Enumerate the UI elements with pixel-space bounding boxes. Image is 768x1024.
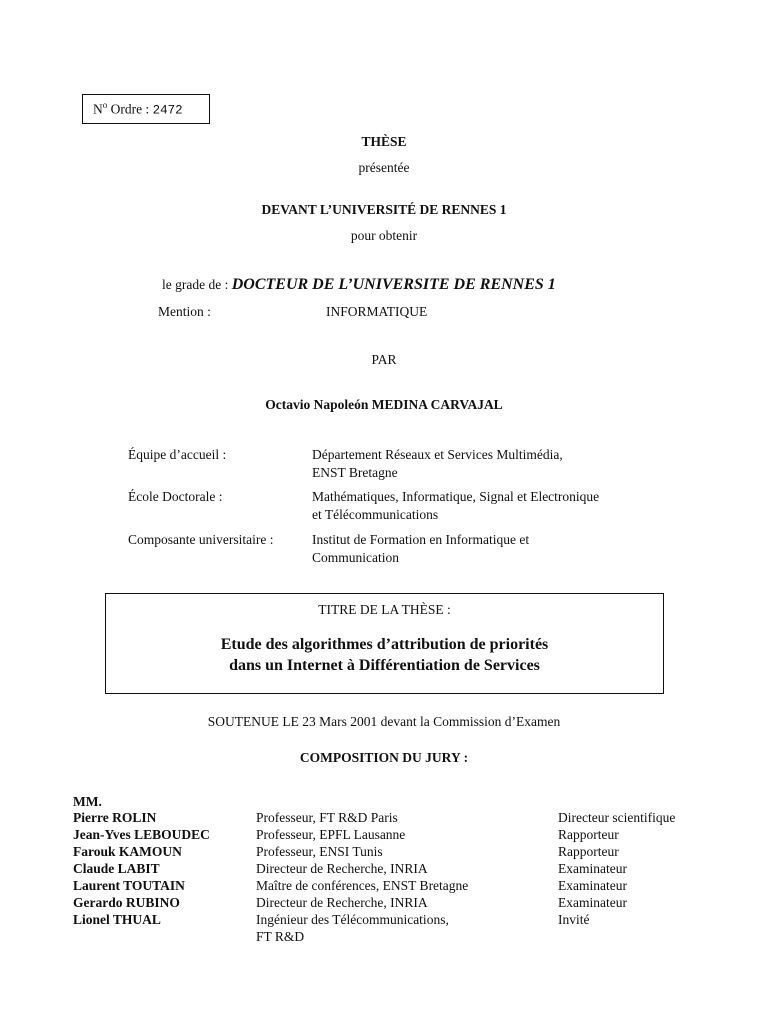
order-sup: o (102, 100, 108, 110)
grade-label: le grade de : (162, 277, 229, 292)
jury-row (73, 827, 733, 844)
jury-name: Pierre ROLIN (73, 810, 157, 825)
par-text: PAR (371, 352, 397, 367)
author-name: Octavio Napoleón MEDINA CARVAJAL (265, 397, 503, 412)
jury-position: Maître de conférences, ENST Bretagne (256, 878, 469, 893)
presentee-text: présentée (358, 160, 410, 175)
jury-row (73, 895, 733, 912)
affiliation-value-ecole-1: Mathématiques, Informatique, Signal et Electronique (312, 489, 600, 504)
jury-position: Professeur, FT R&D Paris (256, 810, 398, 825)
these-heading: THÈSE (361, 134, 407, 149)
titre-label: TITRE DE LA THÈSE : (318, 602, 451, 617)
soutenue-text: SOUTENUE LE 23 Mars 2001 devant la Commission d’Examen (207, 714, 561, 729)
affiliation-label-composante: Composante universitaire : (128, 532, 274, 547)
composition-heading: COMPOSITION DU JURY : (299, 750, 469, 765)
thesis-title-box (105, 593, 664, 694)
pour-obtenir-text: pour obtenir (350, 228, 418, 243)
affiliation-label-equipe: Équipe d’accueil : (128, 447, 227, 462)
jury-role: Rapporteur (558, 844, 619, 859)
jury-position: Professeur, EPFL Lausanne (256, 827, 406, 842)
mention-value: INFORMATIQUE (326, 304, 428, 319)
jury-role: Examinateur (558, 895, 627, 910)
affiliation-value-composante-1: Institut de Formation en Informatique et (312, 532, 530, 547)
order-suffix: Ordre : (107, 101, 153, 117)
jury-row (73, 912, 733, 929)
jury-role: Directeur scientifique (558, 810, 676, 825)
jury-intro: MM. (73, 794, 102, 809)
affiliation-value-equipe-1: Département Réseaux et Services Multimédia, (312, 447, 563, 462)
thesis-title-line-1: Etude des algorithmes d’attribution de priorités (220, 636, 549, 653)
order-number-box (82, 94, 210, 124)
order-number-label (93, 100, 183, 118)
jury-position: Directeur de Recherche, INRIA (256, 895, 428, 910)
jury-row (73, 810, 733, 827)
jury-position: Professeur, ENSI Tunis (256, 844, 383, 859)
devant-text: DEVANT L’UNIVERSITÉ DE RENNES 1 (261, 202, 507, 217)
jury-role: Examinateur (558, 878, 627, 893)
jury-role: Examinateur (558, 861, 627, 876)
jury-name: Gerardo RUBINO (73, 895, 180, 910)
affiliation-value-ecole-2: et Télécommunications (312, 507, 439, 522)
order-prefix: N (93, 101, 103, 117)
jury-name: Farouk KAMOUN (73, 844, 182, 859)
grade-line (162, 276, 556, 294)
affiliation-value-equipe-2: ENST Bretagne (312, 465, 398, 480)
jury-row (73, 844, 733, 861)
jury-position: Ingénieur des Télécommunications, (256, 912, 449, 927)
jury-position: Directeur de Recherche, INRIA (256, 861, 428, 876)
jury-name: Jean-Yves LEBOUDEC (73, 827, 210, 842)
affiliation-label-ecole: École Doctorale : (128, 489, 223, 504)
jury-name: Lionel THUAL (73, 912, 161, 927)
affiliation-value-composante-2: Communication (312, 550, 399, 565)
jury-name: Laurent TOUTAIN (73, 878, 185, 893)
jury-role: Invité (558, 912, 590, 927)
mention-label: Mention : (158, 304, 211, 319)
jury-row (73, 861, 733, 878)
thesis-title-line-2: dans un Internet à Différentiation de Services (229, 657, 540, 674)
jury-name: Claude LABIT (73, 861, 160, 876)
jury-position-continuation: FT R&D (256, 929, 305, 944)
grade-value: DOCTEUR DE L’UNIVERSITE DE RENNES 1 (231, 276, 556, 293)
order-number: 2472 (152, 103, 183, 118)
jury-row (73, 878, 733, 895)
jury-role: Rapporteur (558, 827, 619, 842)
